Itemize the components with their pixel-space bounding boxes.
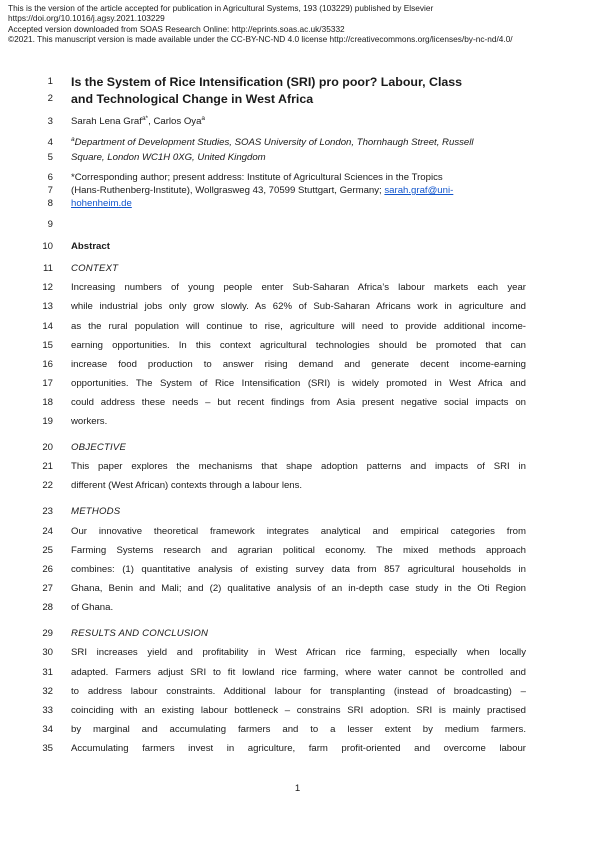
line-number: 18 — [42, 397, 53, 408]
line-number: 29 — [42, 628, 53, 639]
manuscript-line — [0, 171, 595, 185]
manuscript-line — [0, 320, 595, 334]
context-text-line: while industrial jobs only grow slowly. As 62% of Sub-Saharan Africans work in agriculture and — [71, 301, 526, 312]
line-number: 23 — [42, 506, 53, 517]
header-repository-line[interactable]: Accepted version downloaded from SOAS Research Online: http://eprints.soas.ac.uk/35332 — [8, 23, 345, 34]
line-number: 21 — [42, 461, 53, 472]
results-text-line: adapted. Farmers adjust SRI to fit lowland rice farming, where water cannot be controlled and — [71, 667, 526, 678]
manuscript-line — [0, 742, 595, 756]
affiliation-text: Department of Development Studies, SOAS University of London, Thornhaugh Street, Russell — [74, 137, 474, 148]
manuscript-line — [0, 563, 595, 577]
email-link[interactable]: sarah.graf@uni- — [384, 185, 454, 196]
results-text-line: SRI increases yield and profitability in West African rice farming, especially when locally — [71, 647, 526, 658]
manuscript-line — [0, 646, 595, 660]
manuscript-line — [0, 505, 595, 519]
manuscript-line — [0, 197, 595, 211]
manuscript-line — [0, 281, 595, 295]
line-number: 16 — [42, 359, 53, 370]
line-number: 8 — [47, 198, 53, 209]
line-number: 11 — [43, 263, 53, 274]
line-number: 33 — [42, 705, 53, 716]
manuscript-line — [0, 240, 595, 254]
manuscript-line — [0, 601, 595, 615]
manuscript-line — [0, 525, 595, 539]
manuscript-line — [0, 396, 595, 410]
manuscript-line — [0, 151, 595, 165]
line-number: 10 — [42, 241, 53, 252]
results-text-line: coinciding with an existing labour bottleneck – constrains SRI adoption. SRI is mainly practised — [71, 705, 526, 716]
results-text-line: Accumulating farmers invest in agriculture, farm profit-oriented and overcome labour — [71, 743, 526, 754]
paper-title-line-2: and Technological Change in West Africa — [71, 92, 314, 106]
manuscript-line — [0, 115, 595, 129]
email-link-continuation[interactable]: hohenheim.de — [71, 198, 132, 209]
author-name: Sarah Lena Graf — [71, 116, 142, 127]
line-number: 17 — [42, 378, 53, 389]
manuscript-line — [0, 136, 595, 150]
methods-text-line: Ghana, Benin and Mali; and (2) qualitative analysis of an in-depth case study in the Oti Region — [71, 583, 526, 594]
context-text-line: opportunities. The System of Rice Intensification (SRI) is widely promoted in West Africa and — [71, 378, 526, 389]
results-text-line: to address labour constraints. Additional labour for transplanting (instead of broadcasting) – — [71, 686, 526, 697]
manuscript-line — [0, 92, 595, 106]
author-affiliation-mark: a — [201, 114, 206, 122]
manuscript-line — [0, 460, 595, 474]
line-number: 25 — [42, 545, 53, 556]
line-number: 32 — [42, 686, 53, 697]
line-number: 14 — [42, 321, 53, 332]
context-text-line: earning opportunities. In this context agricultural technologies should be promoted that can — [71, 340, 526, 351]
manuscript-line — [0, 685, 595, 699]
manuscript-line — [0, 441, 595, 455]
manuscript-line — [0, 339, 595, 353]
line-number: 24 — [42, 526, 53, 537]
methods-text-line: Our innovative theoretical framework integrates analytical and empirical categories from — [71, 526, 526, 537]
manuscript-line — [0, 582, 595, 596]
manuscript-line — [0, 358, 595, 372]
header-publication-line: This is the version of the article accepted for publication in Agricultural Systems, 193 (103229) published by Elsevier — [8, 3, 434, 13]
line-number: 15 — [42, 340, 53, 351]
line-number: 28 — [42, 602, 53, 613]
line-number: 31 — [42, 667, 53, 678]
context-text-line: could address these needs – but recent findings from Asia present negative social impacts on — [71, 397, 526, 408]
methods-text-line: Farming Systems research and agrarian political economy. The mixed methods approach — [71, 545, 526, 556]
abstract-heading: Abstract — [71, 241, 110, 252]
affiliation-line-1 — [71, 136, 526, 150]
author-name: Carlos Oya — [153, 116, 202, 127]
line-number: 34 — [42, 724, 53, 735]
context-text-line: as the rural population will continue to rise, agriculture will need to provide additional income- — [71, 321, 526, 332]
methods-text-line: combines: (1) quantitative analysis of existing survey data from 857 agricultural households in — [71, 564, 526, 575]
line-number: 2 — [47, 93, 53, 104]
manuscript-line — [0, 300, 595, 314]
line-number: 4 — [47, 137, 53, 148]
objective-text-line: different (West African) contexts through a labour lens. — [71, 480, 303, 491]
manuscript-line — [0, 479, 595, 493]
manuscript-line — [0, 218, 595, 232]
manuscript-line — [0, 415, 595, 429]
objective-text-line: This paper explores the mechanisms that shape adoption patterns and impacts of SRI in — [71, 461, 526, 472]
corresponding-author-line-1: *Corresponding author; present address: Institute of Agricultural Sciences in the Tropics — [71, 172, 443, 183]
context-text-line: Increasing numbers of young people enter Sub-Saharan Africa’s labour markets each year — [71, 282, 526, 293]
page-number: 1 — [294, 783, 301, 794]
line-number: 22 — [42, 480, 53, 491]
line-number: 1 — [47, 76, 53, 87]
line-number: 9 — [47, 219, 53, 230]
line-number: 5 — [47, 152, 53, 163]
paper-title-line-1: Is the System of Rice Intensification (SRI) pro poor? Labour, Class — [71, 75, 463, 89]
results-text-line: by marginal and accumulating farmers and to a lesser extent by medium farmers. — [71, 724, 526, 735]
line-number: 27 — [42, 583, 53, 594]
line-number: 20 — [42, 442, 53, 453]
manuscript-line — [0, 627, 595, 641]
corresponding-author-line-2 — [71, 184, 526, 198]
manuscript-line — [0, 262, 595, 276]
affiliation-mark: a — [71, 135, 75, 143]
manuscript-line — [0, 544, 595, 558]
line-number: 13 — [42, 301, 53, 312]
header-doi-line[interactable]: https://doi.org/10.1016/j.agsy.2021.103229 — [8, 13, 165, 24]
line-number: 35 — [42, 743, 53, 754]
header-license-line[interactable]: ©2021. This manuscript version is made available under the CC-BY-NC-ND 4.0 license http://creativecommons.org/licenses/by-nc-nd/4.0/ — [8, 33, 513, 44]
manuscript-line — [0, 666, 595, 680]
context-text-line: workers. — [71, 416, 108, 427]
manuscript-line — [0, 75, 595, 89]
author-list — [71, 115, 526, 129]
objective-heading: OBJECTIVE — [71, 442, 127, 453]
manuscript-line — [0, 723, 595, 737]
line-number: 3 — [47, 116, 53, 127]
corresponding-address: (Hans-Ruthenberg-Institute), Wollgrasweg 43, 70599 Stuttgart, Germany; — [71, 185, 385, 196]
context-heading: CONTEXT — [71, 263, 119, 274]
affiliation-line-2: Square, London WC1H 0XG, United Kingdom — [71, 152, 266, 163]
context-text-line: increase food production to answer rising demand and generate decent income-earning — [71, 359, 526, 370]
line-number: 6 — [47, 172, 53, 183]
manuscript-line — [0, 377, 595, 391]
line-number: 12 — [42, 282, 53, 293]
manuscript-line — [0, 184, 595, 198]
author-separator: , — [148, 116, 154, 127]
methods-text-line: of Ghana. — [71, 602, 114, 613]
line-number: 30 — [42, 647, 53, 658]
results-heading: RESULTS AND CONCLUSION — [71, 628, 209, 639]
manuscript-line — [0, 704, 595, 718]
methods-heading: METHODS — [71, 506, 121, 517]
author-affiliation-mark: a* — [141, 114, 149, 122]
line-number: 7 — [47, 185, 53, 196]
line-number: 19 — [42, 416, 53, 427]
copyright-header — [8, 3, 588, 44]
line-number: 26 — [42, 564, 53, 575]
